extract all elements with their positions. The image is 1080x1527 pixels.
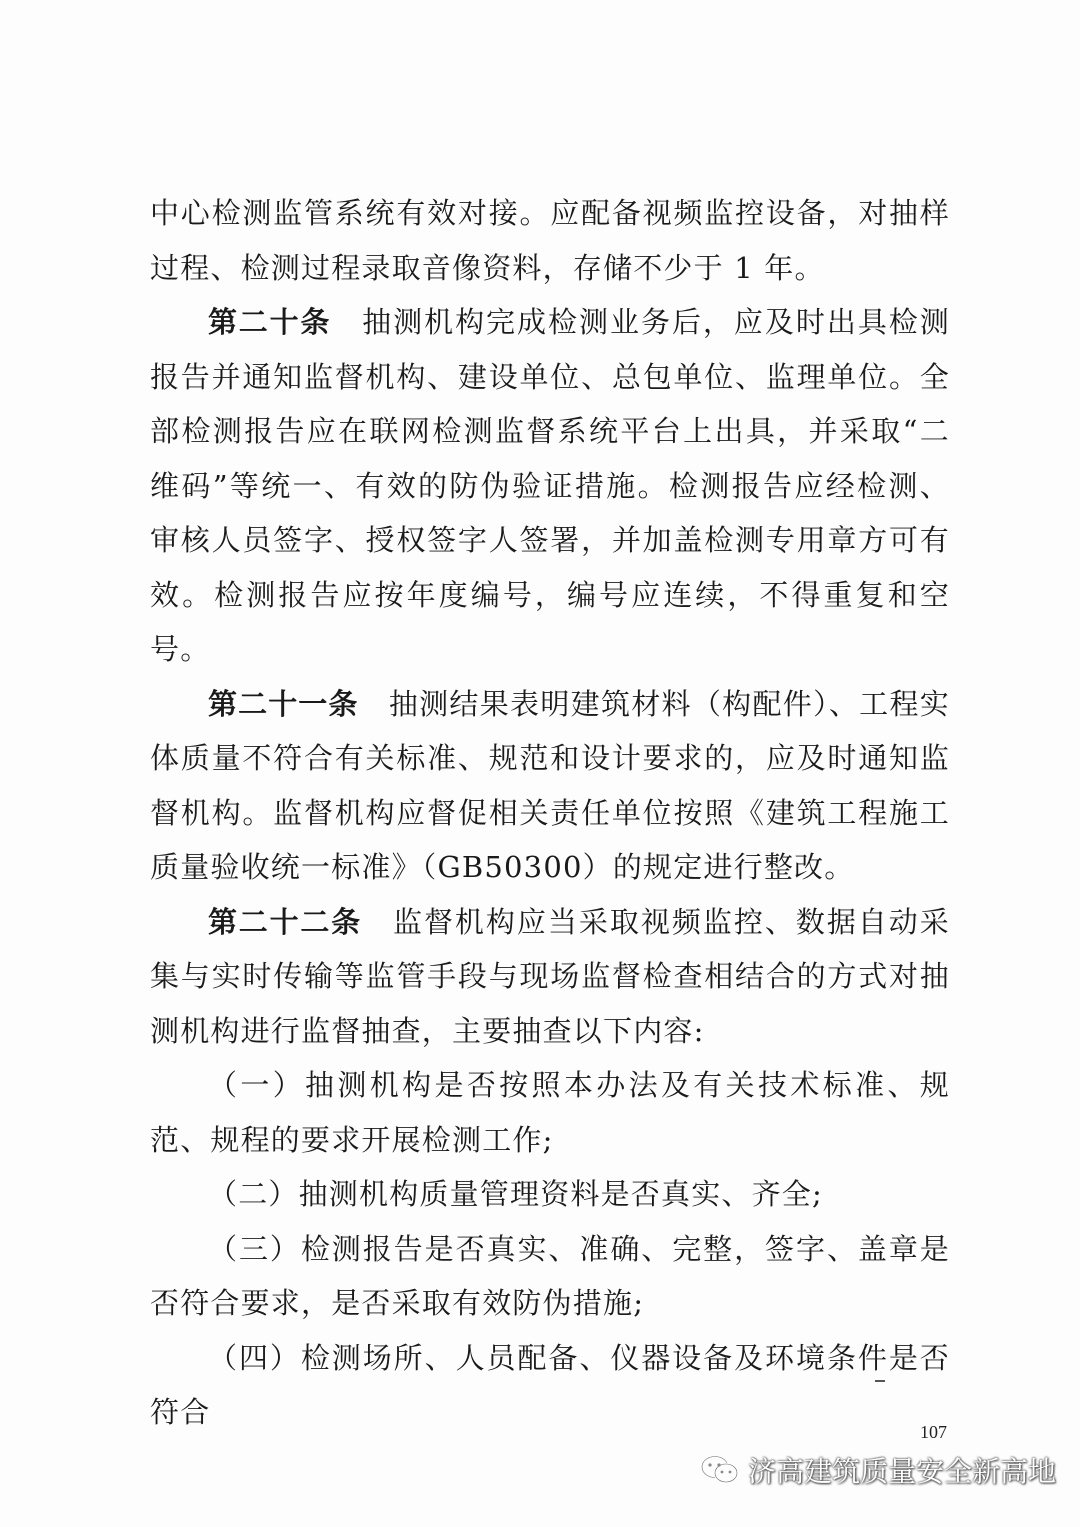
article-20: [150, 295, 950, 677]
page-number: 107: [920, 1422, 947, 1442]
list-item-3: [150, 1222, 950, 1331]
paragraph-continuation: [150, 186, 950, 295]
article-heading: 第二十一条: [208, 686, 359, 721]
document-body: [150, 186, 950, 1440]
article-21: [150, 677, 950, 895]
wechat-icon: [700, 1454, 740, 1486]
paragraph-text: 抽测机构完成检测业务后，应及时出具检测报告并通知监督机构、建设单位、总包单位、监理单位。全部检测报告应在联网检测监督系统平台上出具，并采取“二维码”等统一、有效的防伪验证措施。检测报告应经检测、审核人员签字、授权签字人签署，并加盖检测专用章方可有效。检测报告应按年度编号，编号应连续，不得重复和空号。: [150, 305, 950, 666]
article-heading: 第二十条: [208, 305, 332, 339]
paragraph-text: 抽测结果表明建筑材料（构配件）、工程实体质量不符合有关标准、规范和设计要求的，应及时通知监督机构。监督机构应督促相关责任单位按照《建筑工程施工质量验收统一标准》（GB50300）的规定进行整改。: [150, 686, 950, 884]
paragraph-text: 监督机构应当采取视频监控、数据自动采集与实时传输等监管手段与现场监督检查相结合的方式对抽测机构进行监督抽查，主要抽查以下内容:: [150, 904, 950, 1048]
paragraph-text: （一）抽测机构是否按照本办法及有关技术标准、规范、规程的要求开展检测工作;: [150, 1068, 950, 1157]
watermark-text: 济高建筑质量安全新高地: [748, 1455, 1057, 1488]
paragraph-text: 中心检测监管系统有效对接。应配备视频监控设备，对抽样过程、检测过程录取音像资料，存储不少于 1 年。: [150, 196, 950, 285]
paragraph-text: （二）抽测机构质量管理资料是否真实、齐全;: [208, 1177, 823, 1211]
list-item-1: [150, 1058, 950, 1167]
scan-artifact-mark: [875, 1380, 885, 1382]
article-22: [150, 895, 950, 1059]
article-heading: 第二十二条: [208, 904, 362, 939]
list-item-4: [150, 1331, 950, 1440]
paragraph-text: （四）检测场所、人员配备、仪器设备及环境条件是否符合: [150, 1340, 950, 1429]
wechat-watermark: [700, 1448, 1056, 1492]
list-item-2: [150, 1167, 950, 1222]
paragraph-text: （三）检测报告是否真实、准确、完整，签字、盖章是否符合要求，是否采取有效防伪措施;: [150, 1231, 950, 1320]
